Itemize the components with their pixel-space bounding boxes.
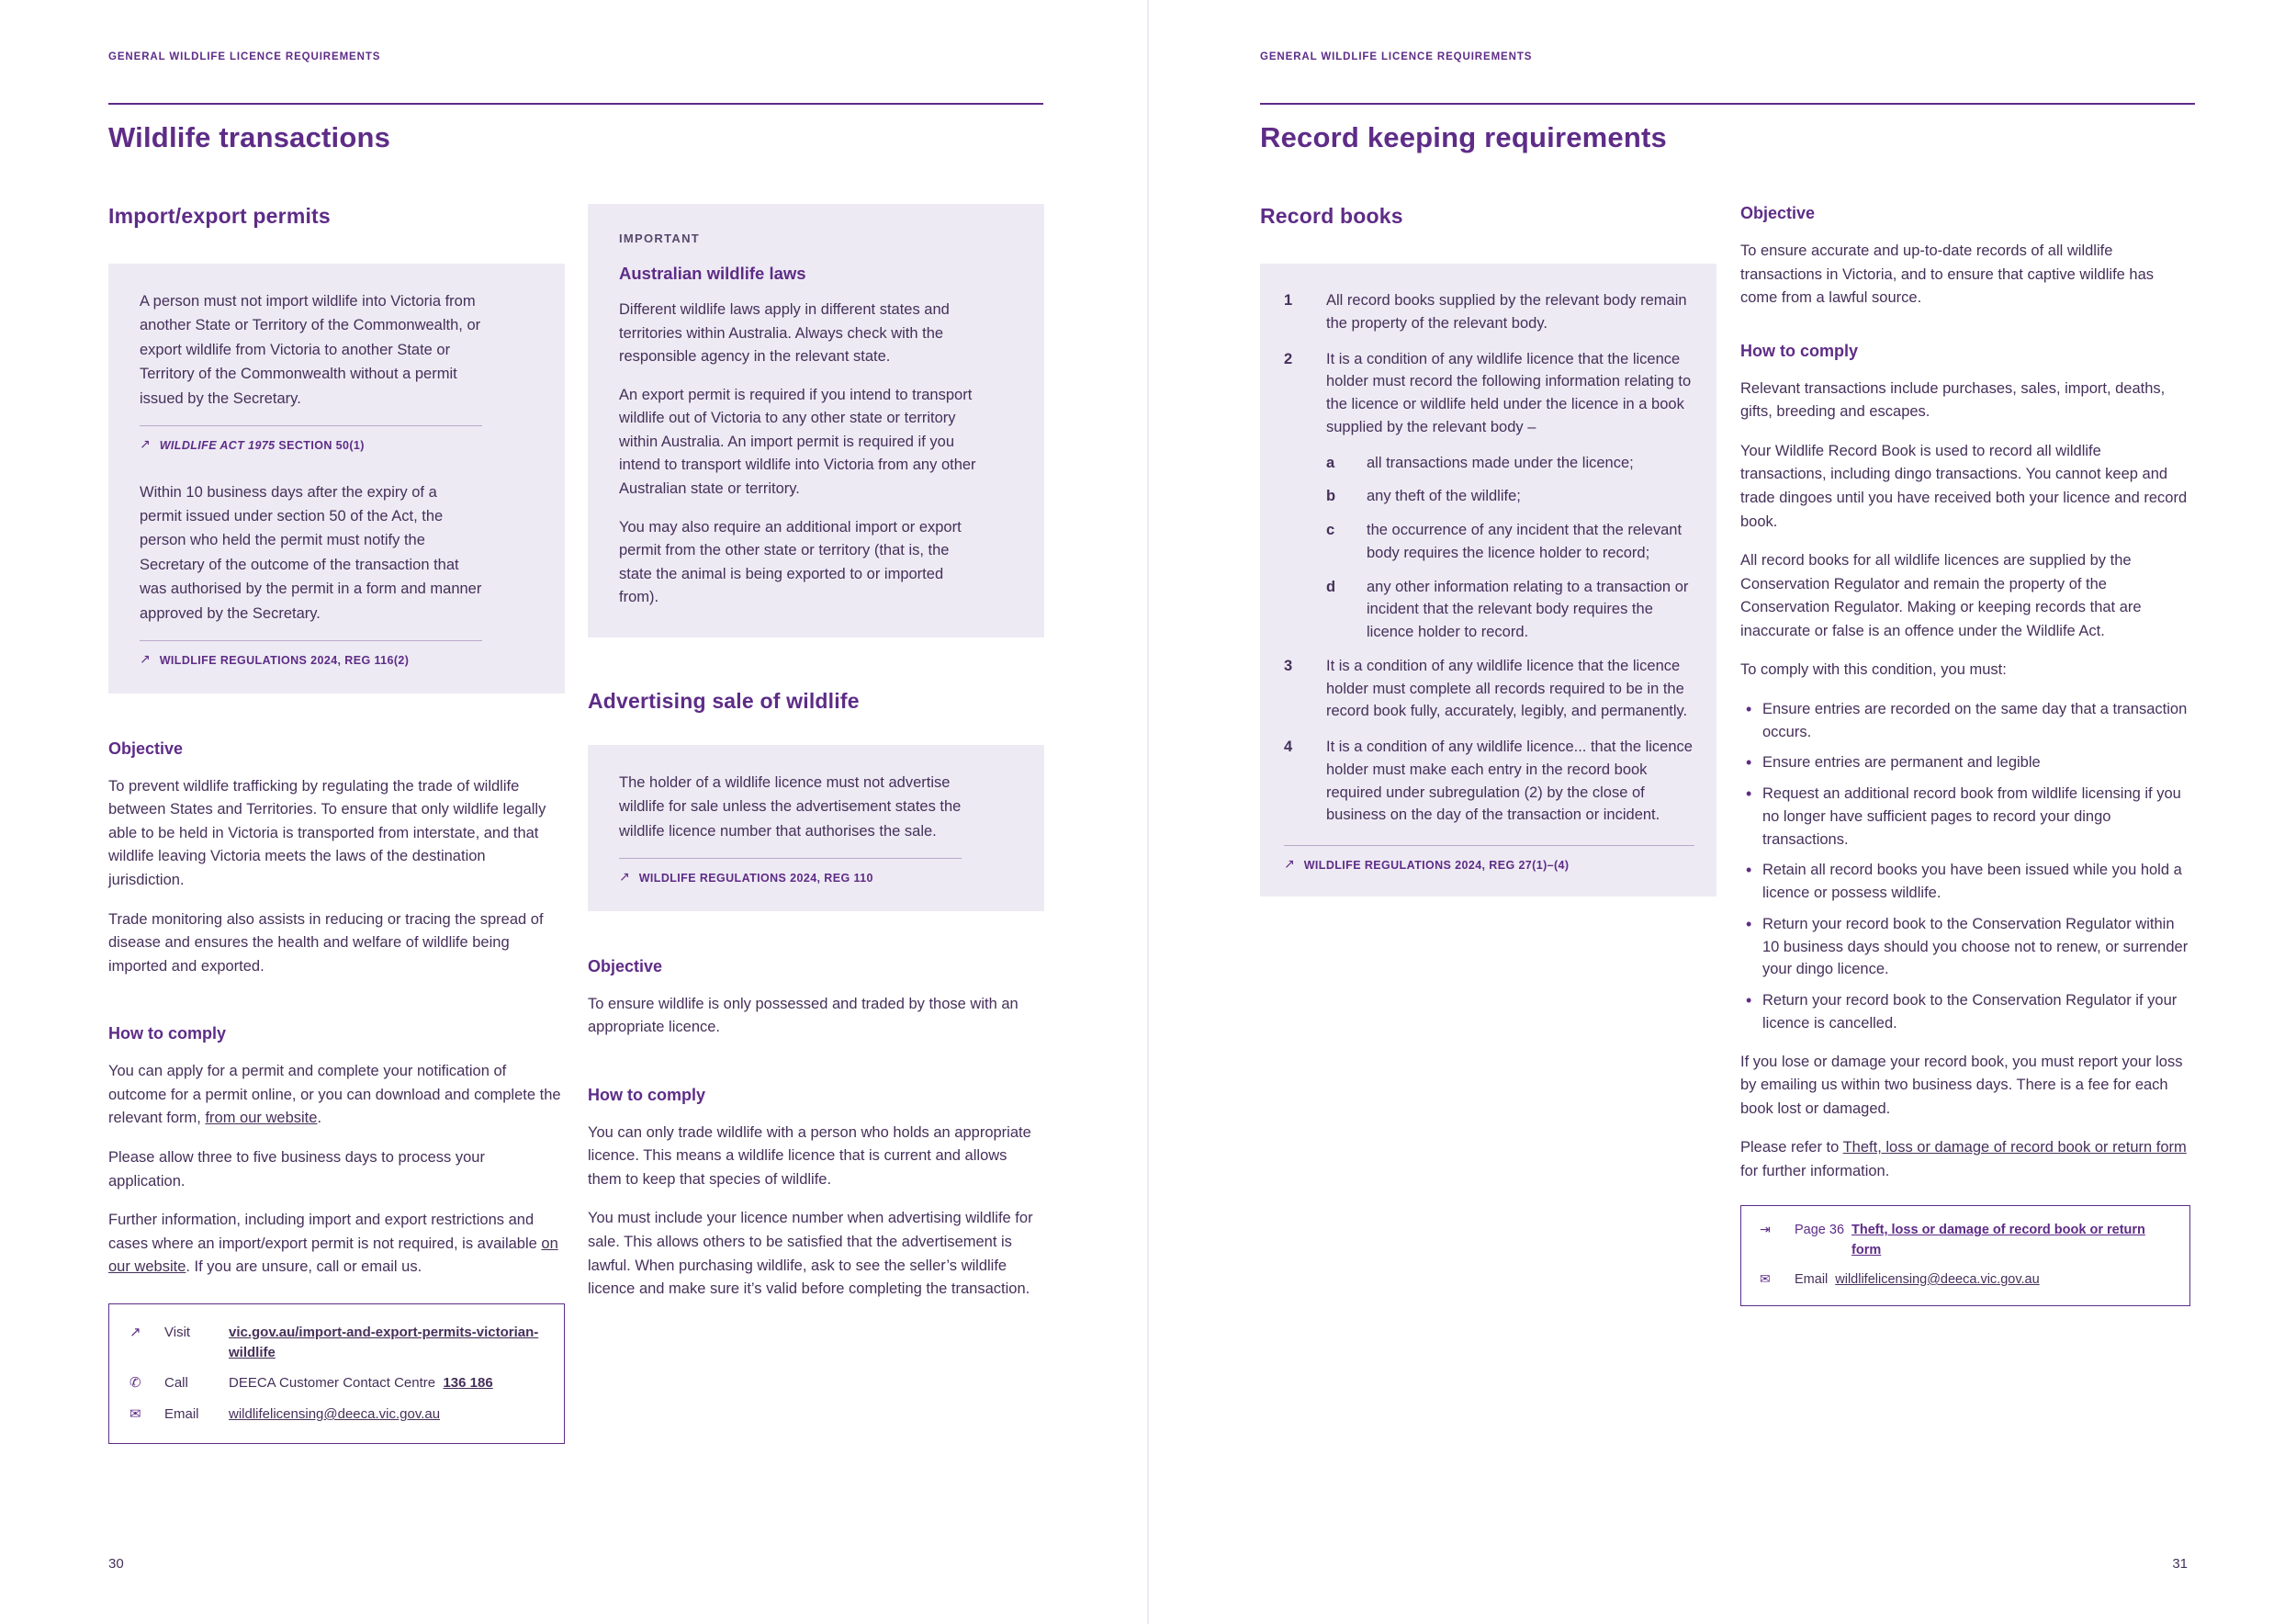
how-paragraph: Relevant transactions include purchases, sales, import, deaths, gifts, breeding and escapes. — [1740, 379, 2166, 421]
external-link-icon: ↗ — [140, 652, 151, 668]
item-text: It is a condition of any wildlife licence... that the licence holder must make each entry in the record book required under subregulation (2) by the close of business on the day of the transaction or incident. — [1326, 739, 1693, 824]
record-condition-subitem — [1326, 519, 1694, 565]
call-centre-name: DEECA Customer Contact Centre — [229, 1375, 436, 1392]
legislation-excerpt-box — [1260, 264, 1716, 897]
header-rule — [1260, 103, 2195, 105]
item-letter: d — [1326, 578, 1336, 595]
record-condition-subitem — [1326, 485, 1694, 508]
item-number: 1 — [1284, 292, 1293, 309]
important-heading: Australian wildlife laws — [619, 264, 806, 283]
bullet-item: • Ensure entries are permanent and legible — [1740, 751, 2190, 774]
how-paragraph — [108, 1209, 565, 1280]
item-text: It is a condition of any wildlife licence that the licence holder must record the following information relating to the licence or wildlife held under the licence in a book supplied by the relevant body – — [1326, 350, 1692, 435]
excerpt-paragraph: Within 10 business days after the expiry of a permit issued under section 50 of the Act, the person who held the permit must notify the Secretary of the outcome of the transaction that was authorised by the permit in a form and manner approved by the Secretary. — [140, 483, 482, 622]
item-letter: c — [1326, 522, 1335, 538]
objective-heading: Objective — [588, 956, 663, 976]
bullet-item: • Return your record book to the Conservation Regulator if your licence is cancelled. — [1740, 989, 2190, 1035]
page-number: 30 — [108, 1556, 124, 1572]
record-condition-item — [1284, 736, 1694, 827]
legislation-reference[interactable] — [1284, 845, 1694, 874]
item-text: any theft of the wildlife; — [1367, 488, 1521, 505]
paragraph-text: for further information. — [1740, 1162, 1890, 1179]
item-number: 2 — [1284, 350, 1293, 367]
paragraph-text: You can apply for a permit and complete your notification of outcome for a permit online, or you can download and complete the relevant form, — [108, 1063, 561, 1127]
email-reference-row — [1760, 1270, 2171, 1291]
important-paragraph: Different wildlife laws apply in different states and territories within Australia. Always check with the responsible agency in the relevant state. — [619, 301, 950, 366]
visit-label: Visit — [164, 1324, 191, 1340]
excerpt-paragraph: The holder of a wildlife licence must not advertise wildlife for sale unless the advertisement states the wildlife licence number that authorises the sale. — [619, 773, 962, 840]
item-letter: b — [1326, 488, 1336, 505]
cross-reference-box — [1740, 1205, 2190, 1305]
phone-number-link[interactable]: 136 186 — [443, 1375, 493, 1392]
objective-paragraph: To ensure accurate and up-to-date records of all wildlife transactions in Victoria, and to ensure that captive wildlife has come from a lawful source. — [1740, 242, 2155, 307]
page-gutter-divider — [1147, 0, 1149, 1624]
how-paragraph: You can only trade wildlife with a person who holds an appropriate licence. This means a wildlife licence that is current and allows them to keep that species of wildlife. — [588, 1123, 1031, 1188]
page-title: Wildlife transactions — [108, 121, 391, 153]
external-link-icon: ↗ — [140, 436, 151, 452]
call-detail — [229, 1373, 544, 1393]
running-header: GENERAL WILDLIFE LICENCE REQUIREMENTS — [108, 51, 381, 62]
record-condition-item — [1284, 348, 1694, 439]
paragraph-text: . — [317, 1110, 322, 1127]
item-text: any other information relating to a transaction or incident that the relevant body requires the licence holder to record. — [1367, 578, 1689, 640]
contact-row-visit — [129, 1323, 544, 1363]
arrow-to-page-icon: ⇥ — [1760, 1223, 1771, 1238]
page-number: 31 — [2172, 1556, 2188, 1572]
item-text: the occurrence of any incident that the relevant body requires the licence holder to record; — [1367, 522, 1683, 561]
email-label: Email — [164, 1406, 199, 1423]
how-paragraph: You must include your licence number when advertising wildlife for sale. This allows others to be satisfied that the advertisement is lawful. When purchasing wildlife, ask to see the seller’s wildlife licence and make sure it’s valid before completing the transaction. — [588, 1210, 1033, 1298]
external-link-icon: ↗ — [129, 1323, 141, 1340]
visit-url-link[interactable]: vic.gov.au/import-and-export-permits-victorian-wildlife — [229, 1324, 539, 1360]
paragraph-text: . If you are unsure, call or email us. — [186, 1258, 422, 1276]
item-text: all transactions made under the licence; — [1367, 454, 1634, 471]
how-paragraph: Your Wildlife Record Book is used to record all wildlife transactions, including dingo transactions. You cannot keep and trade dingoes until you have received both your licence and record book. — [1740, 442, 2188, 530]
contact-row-call — [129, 1373, 544, 1393]
important-paragraph: An export permit is required if you intend to transport wildlife out of Victoria to any other state or territory within Australia. An import permit is required if you intend to transport wildlife into Victoria from any other Australian state or territory. — [619, 386, 976, 497]
important-label: IMPORTANT — [619, 231, 701, 245]
from-our-website-link[interactable]: from our website — [205, 1110, 318, 1127]
how-paragraph — [108, 1060, 565, 1131]
paragraph-text: Please refer to — [1740, 1139, 1843, 1156]
page-reference-row — [1760, 1221, 2171, 1261]
legislation-excerpt-box — [108, 264, 565, 694]
on-our-website-link[interactable]: on our website — [108, 1235, 558, 1276]
section-heading-advertising: Advertising sale of wildlife — [588, 688, 860, 713]
header-rule — [108, 103, 1043, 105]
record-condition-subitem — [1326, 576, 1694, 644]
objective-paragraph: To prevent wildlife trafficking by regulating the trade of wildlife between States and Territories. To ensure that only wildlife legally able to be held in Victoria is transported from interstate, and that wildlife leaving Victoria meets the laws of the destination jurisdiction. — [108, 777, 546, 889]
how-paragraph: Please allow three to five business days to process your application. — [108, 1148, 485, 1190]
reference-text: WILDLIFE REGULATIONS 2024, REG 110 — [638, 871, 873, 885]
how-to-comply-heading: How to comply — [1740, 341, 1859, 360]
record-condition-item — [1284, 289, 1694, 335]
column-import-export — [108, 204, 565, 1444]
email-label: Email — [1795, 1271, 1829, 1287]
how-to-comply-heading: How to comply — [108, 1024, 227, 1043]
how-paragraph: If you lose or damage your record book, you must report your loss by emailing us within two business days. There is a fee for each book lost or damaged. — [1740, 1053, 2183, 1117]
page-ref-link[interactable]: Theft, loss or damage of record book or return form — [1851, 1223, 2145, 1258]
contact-row-email — [129, 1404, 544, 1425]
email-icon: ✉ — [1760, 1271, 1771, 1287]
legislation-reference[interactable] — [140, 640, 482, 670]
external-link-icon: ↗ — [1284, 857, 1295, 872]
page-ref-label: Page 36 — [1795, 1223, 1845, 1238]
item-letter: a — [1326, 454, 1335, 471]
legislation-reference[interactable] — [619, 858, 962, 887]
legislation-excerpt-box — [588, 745, 1044, 911]
column-record-books — [1260, 204, 1716, 913]
email-address-link[interactable]: wildlifelicensing@deeca.vic.gov.au — [1835, 1271, 2040, 1287]
bullet-item: • Retain all record books you have been issued while you hold a licence or possess wildlife. — [1740, 859, 2190, 905]
reference-text: WILDLIFE ACT 1975 SECTION 50(1) — [159, 438, 365, 452]
record-condition-subitem — [1326, 452, 1694, 475]
phone-icon: ✆ — [129, 1374, 141, 1392]
item-number: 3 — [1284, 657, 1293, 674]
section-heading-import-export: Import/export permits — [108, 204, 331, 228]
compliance-bullet-list — [1740, 698, 2190, 1035]
important-paragraph: You may also require an additional import or export permit from the other state or territory (that is, the state the animal is being exported to or imported from). — [619, 518, 962, 606]
external-link-icon: ↗ — [619, 869, 630, 885]
paragraph-text: Further information, including import and export restrictions and cases where an import/export permit is not required, is available — [108, 1212, 542, 1252]
item-text: It is a condition of any wildlife licence that the licence holder must complete all records required to be in the record book fully, accurately, legibly, and permanently. — [1326, 657, 1688, 720]
bullet-item: • Return your record book to the Conservation Regulator within 10 business days should you choose not to renew, or surrender your dingo licence. — [1740, 913, 2190, 981]
how-paragraph: To comply with this condition, you must: — [1740, 661, 2007, 679]
reference-text: WILDLIFE REGULATIONS 2024, REG 27(1)–(4) — [1303, 859, 1570, 872]
important-callout-box — [588, 204, 1044, 637]
column-advertising — [588, 204, 1044, 1317]
excerpt-paragraph: A person must not import wildlife into Victoria from another State or Territory of the Commonwealth, or export wildlife from Victoria to another State or Territory of the Commonwealth without a permit issued by the Secretary. — [140, 293, 481, 407]
page-title: Record keeping requirements — [1260, 121, 1667, 153]
how-to-comply-heading: How to comply — [588, 1085, 706, 1104]
item-text: All record books supplied by the relevant body remain the property of the relevant body. — [1326, 292, 1687, 332]
bullet-item: • Ensure entries are recorded on the same day that a transaction occurs. — [1740, 698, 2190, 744]
objective-heading: Objective — [108, 739, 184, 758]
objective-paragraph: To ensure wildlife is only possessed and traded by those with an appropriate licence. — [588, 995, 1019, 1036]
bullet-item: • Request an additional record book from wildlife licensing if you no longer have sufficient pages to record your dingo transactions. — [1740, 783, 2190, 851]
section-heading-record-books: Record books — [1260, 204, 1403, 228]
item-number: 4 — [1284, 739, 1293, 755]
legislation-reference[interactable] — [140, 425, 482, 455]
contact-box — [108, 1303, 565, 1444]
theft-loss-form-link[interactable]: Theft, loss or damage of record book or return form — [1842, 1139, 2187, 1156]
call-label: Call — [164, 1375, 188, 1392]
column-record-objective — [1740, 204, 2190, 1306]
email-icon: ✉ — [129, 1405, 141, 1423]
page-31 — [1148, 0, 2296, 1624]
record-condition-item — [1284, 655, 1694, 723]
objective-heading: Objective — [1740, 204, 1816, 222]
how-paragraph: All record books for all wildlife licences are supplied by the Conservation Regulator and remain the property of the Conservation Regulator. Making or keeping records that are inaccurate or false is an offence under the Wildlife Act. — [1740, 552, 2142, 639]
how-paragraph — [1740, 1136, 2190, 1183]
running-header: GENERAL WILDLIFE LICENCE REQUIREMENTS — [1260, 51, 1533, 62]
objective-paragraph: Trade monitoring also assists in reducing or tracing the spread of disease and ensures the health and welfare of wildlife being imported and exported. — [108, 910, 544, 975]
reference-text: WILDLIFE REGULATIONS 2024, REG 116(2) — [159, 654, 410, 668]
email-address-link[interactable]: wildlifelicensing@deeca.vic.gov.au — [229, 1406, 441, 1423]
